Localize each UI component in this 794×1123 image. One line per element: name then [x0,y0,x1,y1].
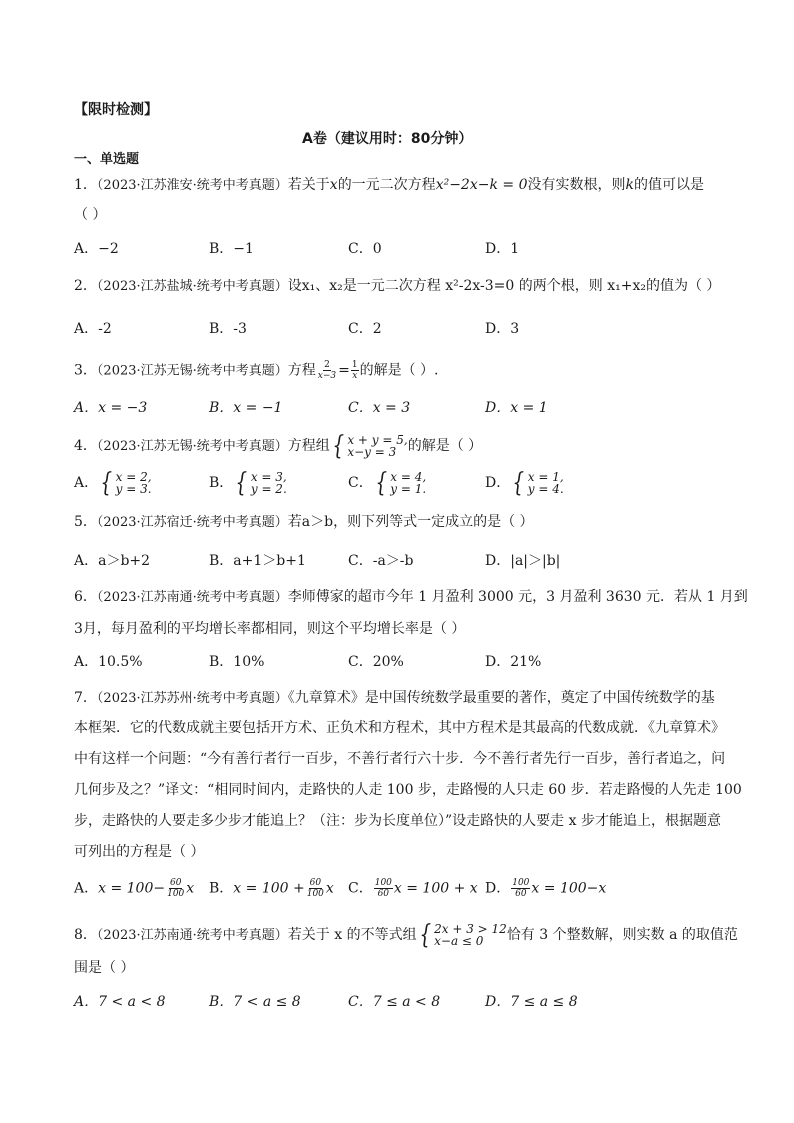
option-b: B． { x = 3, y = 2. [209,468,287,498]
option-d: D．|a|＞|b| [485,553,561,569]
option-d: D． $\frac{100}{60}$ x = 100−x [485,878,607,899]
paper-title: A卷（建议用时：80分钟） [302,131,473,147]
equation-system: { x + y = 5, x−y = 3 [332,431,408,461]
option-a: A． { x = 2, y = 3. [74,468,152,498]
question-7-line: 可列出的方程是（ ） [74,844,205,860]
question-number: 2． [74,278,97,294]
option-a: A．10.5% [74,654,143,670]
question-8-line-2: 围是（ ） [74,960,135,976]
option-c: C．x = 3 [348,400,411,416]
question-2-stem: 2．（2023·江苏盐城·统考中考真题）设x₁、x₂是一元二次方程 x²-2x-3=0 的两个根，则 x₁+x₂的值为（ ） [74,278,721,294]
question-number: 8． [74,927,97,943]
equation: x²−2x−k = 0 [435,177,528,193]
option-b: B．a+1＞b+1 [209,553,306,569]
option-c: C． { x = 4, y = 1. [348,468,427,498]
question-4-stem: 4．（2023·江苏无锡·统考中考真题）方程组 { x + y = 5, x−y = 3 的解是（ ） [74,431,483,461]
option-b: B．7 < a ≤ 8 [209,994,301,1010]
option-c: C．20% [348,654,404,670]
question-number: 6． [74,589,97,605]
option-a: A．-2 [74,321,112,337]
part-label: 一、单选题 [74,152,140,167]
question-number: 1． [74,177,97,193]
question-number: 5． [74,514,97,530]
question-source: （2023·江苏淮安·统考中考真题） [96,178,288,193]
option-a: A．x = 100− $\frac{60}{100}$ x [74,878,195,899]
option-a: A．x = −3 [74,400,148,416]
question-source: （2023·江苏苏州·统考中考真题） [96,691,288,706]
option-b: B．−1 [209,241,254,257]
question-6-line-2: 3月，每月盈利的平均增长率都相同，则这个平均增长率是（ ） [74,621,466,637]
question-source: （2023·江苏无锡·统考中考真题） [96,363,288,379]
option-a: A．a＞b+2 [74,553,151,569]
question-1-stem: 1．（2023·江苏淮安·统考中考真题）若关于x的一元二次方程x²−2x−k = 0没有实数根，则k的值可以是 [74,177,704,193]
option-b: B．-3 [209,321,247,337]
question-7-line: 几何步及之？”译文：“相同时间内，走路快的人走 100 步，走路慢的人只走 60 步．若走路慢的人先走 100 [74,782,742,798]
fraction: $\frac{1}{x}$ [351,360,358,381]
option-a: A．7 < a < 8 [74,994,166,1010]
answer-bracket: （ ） [74,207,107,223]
question-7-stem: 7．（2023·江苏苏州·统考中考真题）《九章算术》是中国传统数学最重要的著作，奠定了中国传统数学的基 [74,690,715,706]
question-source: （2023·江苏无锡·统考中考真题） [96,439,288,454]
question-number: 4． [74,438,97,454]
question-5-stem: 5．（2023·江苏宿迁·统考中考真题）若a＞b，则下列等式一定成立的是（ ） [74,514,534,530]
inequality-system: { 2x + 3 > 12 x−a ≤ 0 [419,920,507,950]
option-c: C．7 ≤ a < 8 [348,994,441,1010]
option-c: C．-a＞-b [348,553,414,569]
question-8-stem: 8．（2023·江苏南通·统考中考真题）若关于 x 的不等式组 { 2x + 3 > 12 x−a ≤ 0 恰有 3 个整数解，则实数 a 的取值范 [74,920,738,950]
question-source: （2023·江苏南通·统考中考真题） [96,928,288,943]
option-d: D．7 ≤ a ≤ 8 [485,994,578,1010]
option-c: C．2 [348,321,382,337]
question-source: （2023·江苏南通·统考中考真题） [96,590,288,605]
question-number: 7． [74,690,97,706]
question-6-stem: 6．（2023·江苏南通·统考中考真题）李师傅家的超市今年 1 月盈利 3000 元，3 月盈利 3630 元．若从 1 月到 [74,589,748,605]
question-3-stem: 3．（2023·江苏无锡·统考中考真题）方程 $\frac{2}{x-3}$ = $\frac{1}{x}$ 的解是（ ）. [74,360,439,381]
option-b: B．x = −1 [209,400,283,416]
option-d: D．1 [485,241,520,257]
question-7-line: 本框架．它的代数成就主要包括开方术、正负术和方程术，其中方程术是其最高的代数成就．《九章算术》 [74,720,725,736]
option-d: D．3 [485,321,520,337]
section-label: 【限时检测】 [74,102,158,118]
option-c: C． $\frac{100}{60}$ x = 100 + x [348,878,478,899]
option-c: C．0 [348,241,382,257]
option-b: B．10% [209,654,265,670]
fraction: $\frac{2}{x-3}$ [317,360,337,381]
question-7-line: 中有这样一个问题：“今有善行者行一百步，不善行者行六十步．今不善行者先行一百步，善行者追之，问 [74,751,726,767]
option-b: B．x = 100 + $\frac{60}{100}$ x [209,878,334,899]
question-number: 3． [74,362,97,379]
option-d: D．21% [485,654,542,670]
question-source: （2023·江苏宿迁·统考中考真题） [96,515,288,530]
option-d: D．x = 1 [485,400,548,416]
option-d: D． { x = 1, y = 4. [485,468,564,498]
question-source: （2023·江苏盐城·统考中考真题） [96,279,288,294]
question-7-line: 步，走路快的人要走多少步才能追上？（注：步为长度单位）”设走路快的人要走 x 步才能追上，根据题意 [74,813,721,829]
option-a: A．−2 [74,241,119,257]
